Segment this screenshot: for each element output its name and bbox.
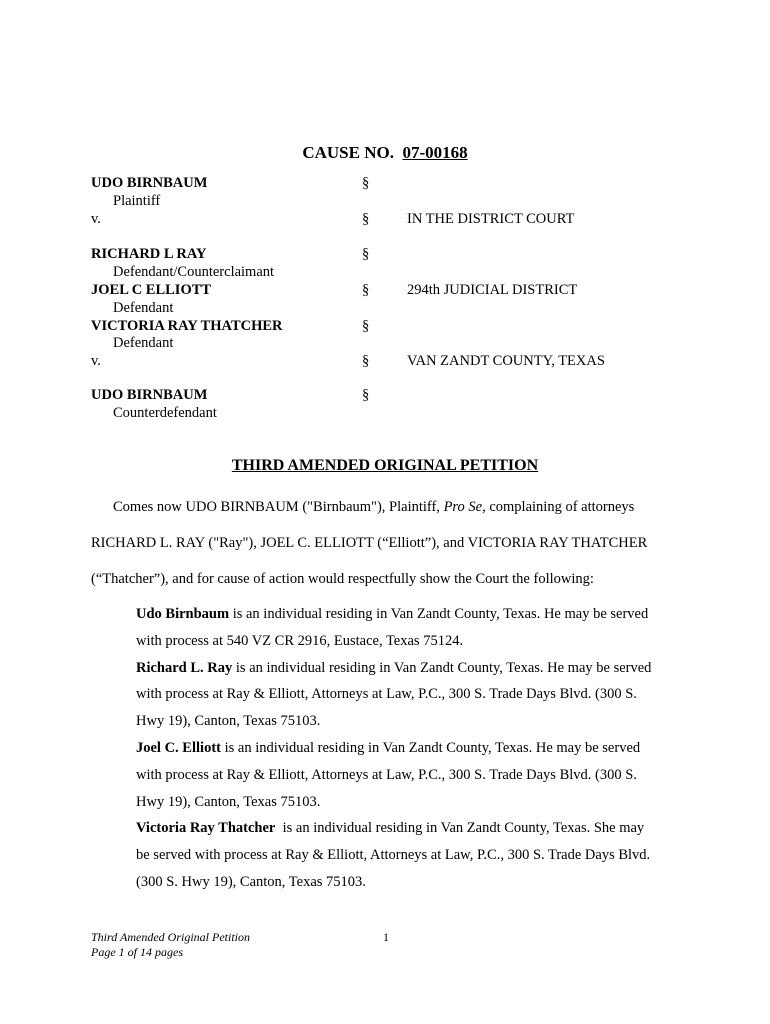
pro-se-text: Pro Se [443,499,483,515]
party-role: Plaintiff [113,193,161,209]
footer-page-info: Page 1 of 14 pages [91,945,183,959]
party-text: is an individual residing in Van Zandt County, Texas. He may be served [220,740,641,756]
list-item [136,820,644,837]
document-title: THIRD AMENDED ORIGINAL PETITION [231,457,539,474]
section-symbol: § [362,318,370,334]
party-role: Defendant [113,300,174,316]
cause-number: 07-00168 [402,143,468,162]
intro-text: RICHARD L. RAY ("Ray"), JOEL C. ELLIOTT (“Elliott”), and VICTORIA RAY THATCHER [91,535,648,551]
party-text: with process at 540 VZ CR 2916, Eustace, Texas 75124. [136,633,464,649]
party-text: (300 S. Hwy 19), Canton, Texas 75103. [136,874,366,890]
section-symbol: § [362,282,370,298]
party-text: is an individual residing in Van Zandt County, Texas. He may be served [232,660,652,676]
page-number: 1 [383,930,389,944]
party-name: UDO BIRNBAUM [91,387,208,403]
party-name: VICTORIA RAY THATCHER [91,318,283,334]
section-symbol: § [362,353,370,369]
party-text: Hwy 19), Canton, Texas 75103. [136,794,321,810]
party-bold-name: Udo Birnbaum [136,606,230,622]
party-text: Hwy 19), Canton, Texas 75103. [136,713,321,729]
list-item [136,660,651,677]
party-bold-name: Richard L. Ray [136,660,233,676]
county-name: VAN ZANDT COUNTY, TEXAS [407,353,605,369]
cause-label: CAUSE NO. [302,143,394,162]
party-name: UDO BIRNBAUM [91,175,208,191]
list-item [136,606,648,623]
judicial-district: 294th JUDICIAL DISTRICT [407,282,578,298]
page-footer [91,930,250,960]
versus-label: v. [91,353,101,369]
party-text: with process at Ray & Elliott, Attorneys at Law, P.C., 300 S. Trade Days Blvd. (300 S. [136,686,637,702]
party-bold-name: Victoria Ray Thatcher [136,820,276,836]
party-text: is an individual residing in Van Zandt County, Texas. He may be served [229,606,649,622]
court-name: IN THE DISTRICT COURT [407,211,575,227]
section-symbol: § [362,387,370,403]
party-role: Defendant [113,335,174,351]
footer-doc-title: Third Amended Original Petition [91,930,250,944]
list-item [136,740,640,757]
intro-text: , complaining of attorneys [482,499,635,515]
section-symbol: § [362,246,370,262]
party-text: is an individual residing in Van Zandt County, Texas. She may [275,820,645,836]
intro-text: Comes now UDO BIRNBAUM ("Birnbaum"), Plaintiff, [113,499,444,515]
party-bold-name: Joel C. Elliott [136,740,221,756]
party-name: RICHARD L RAY [91,246,207,262]
party-text: be served with process at Ray & Elliott, Attorneys at Law, P.C., 300 S. Trade Days Blvd. [136,847,651,863]
versus-label: v. [91,211,101,227]
party-role: Counterdefendant [113,405,217,421]
party-name: JOEL C ELLIOTT [91,282,212,298]
intro-text: (“Thatcher”), and for cause of action would respectfully show the Court the following: [91,571,594,587]
section-symbol: § [362,211,370,227]
section-symbol: § [362,175,370,191]
cause-number-heading [0,143,770,163]
party-text: with process at Ray & Elliott, Attorneys at Law, P.C., 300 S. Trade Days Blvd. (300 S. [136,767,637,783]
party-role: Defendant/Counterclaimant [113,264,275,280]
